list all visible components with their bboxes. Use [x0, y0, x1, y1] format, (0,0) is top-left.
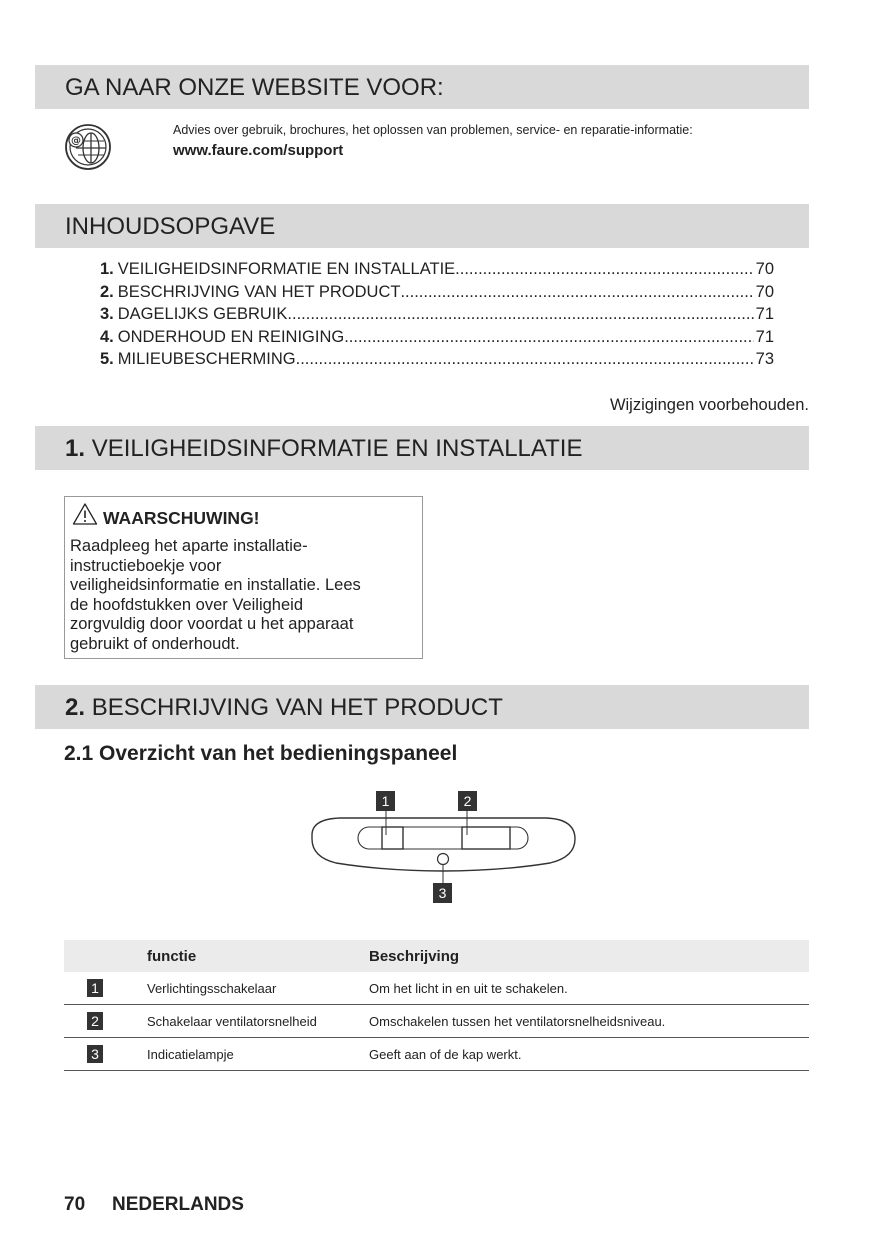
toc-item-label: MILIEUBESCHERMING	[117, 350, 296, 368]
section1-title-text: VEILIGHEIDSINFORMATIE EN INSTALLATIE	[91, 435, 583, 462]
callout-label-1: 1	[381, 793, 390, 809]
table-cell-function: Schakelaar ventilatorsnelheid	[147, 1005, 369, 1038]
toc-item-number: 5.	[100, 350, 114, 368]
toc-item-page: 71	[755, 305, 774, 323]
toc-item[interactable]	[100, 305, 774, 328]
table-header-num	[64, 940, 147, 972]
table-row	[64, 1038, 809, 1071]
toc-item-page: 70	[755, 282, 774, 301]
table-row	[64, 1005, 809, 1038]
section1-title	[65, 435, 582, 463]
toc-item[interactable]	[100, 328, 774, 351]
section2-title-text: BESCHRIJVING VAN HET PRODUCT	[91, 694, 503, 721]
warning-line: gebruikt of onderhoudt.	[70, 634, 240, 653]
toc-item-number: 2.	[100, 282, 114, 301]
toc-item-number: 1.	[100, 260, 114, 278]
toc-leader	[400, 283, 753, 302]
light-switch	[382, 827, 403, 849]
toc-item-number: 4.	[100, 327, 114, 346]
toc-item-number: 3.	[100, 305, 114, 323]
toc-item-label: BESCHRIJVING VAN HET PRODUCT	[117, 282, 401, 301]
warning-line: Raadpleeg het aparte installatie-	[70, 537, 308, 555]
warning-line: zorgvuldig door voordat u het apparaat	[70, 615, 354, 634]
website-header	[35, 65, 809, 109]
table-cell-function: Indicatielampje	[147, 1038, 369, 1071]
support-link[interactable]: www.faure.com/support	[173, 142, 344, 159]
toc-title: INHOUDSOPGAVE	[65, 213, 276, 240]
warning-triangle-icon	[72, 502, 98, 526]
indicator-lamp	[438, 854, 449, 865]
website-title: GA NAAR ONZE WEBSITE VOOR:	[65, 74, 444, 101]
row-number-badge: 1	[87, 979, 103, 997]
toc-item-page: 71	[755, 327, 774, 346]
website-description: Advies over gebruik, brochures, het oplossen van problemen, service- en reparatie-informatie:	[173, 123, 693, 137]
table-cell-function: Verlichtingsschakelaar	[147, 972, 369, 1005]
toc-leader	[455, 260, 753, 279]
callout-label-2: 2	[463, 793, 472, 809]
table-header-function: functie	[147, 940, 369, 972]
globe-at-icon	[63, 122, 113, 172]
table-cell-description: Om het licht in en uit te schakelen.	[369, 972, 809, 1005]
toc-item[interactable]	[100, 350, 774, 373]
page-number: 70	[64, 1194, 86, 1215]
table-header-row	[64, 940, 809, 972]
table-cell-description: Geeft aan of de kap werkt.	[369, 1038, 809, 1071]
section1-number: 1.	[65, 435, 86, 462]
warning-box	[64, 496, 423, 659]
row-number-badge: 3	[87, 1045, 103, 1063]
toc-item-label: VEILIGHEIDSINFORMATIE EN INSTALLATIE	[117, 260, 456, 278]
table-of-contents	[100, 260, 774, 373]
control-panel-diagram	[300, 785, 590, 910]
row-number-badge: 2	[87, 1012, 103, 1030]
warning-line: instructieboekje voor	[70, 556, 222, 575]
footer-language: NEDERLANDS	[112, 1194, 244, 1215]
toc-header	[35, 204, 809, 248]
table-cell-description: Omschakelen tussen het ventilatorsnelheidsniveau.	[369, 1005, 809, 1038]
section1-header	[35, 426, 809, 470]
toc-leader	[344, 328, 753, 347]
toc-item-page: 73	[755, 350, 774, 368]
table-cell-num	[64, 1038, 147, 1071]
section2-title	[65, 694, 503, 722]
toc-leader	[287, 305, 753, 324]
section2-number: 2.	[65, 694, 86, 721]
toc-item-label: ONDERHOUD EN REINIGING	[117, 327, 345, 346]
changes-note: Wijzigingen voorbehouden.	[609, 396, 809, 414]
function-table	[64, 940, 809, 1071]
warning-line: de hoofdstukken over Veiligheid	[70, 595, 303, 614]
panel-overview-heading: 2.1 Overzicht van het bedieningspaneel	[64, 742, 458, 765]
fan-speed-switch	[462, 827, 510, 849]
toc-item-page: 70	[755, 260, 774, 278]
toc-item-label: DAGELIJKS GEBRUIK	[117, 305, 288, 323]
toc-item[interactable]	[100, 260, 774, 283]
callout-label-3: 3	[438, 885, 447, 901]
warning-title: WAARSCHUWING!	[103, 508, 260, 528]
table-header-description: Beschrijving	[369, 940, 809, 972]
toc-item[interactable]	[100, 283, 774, 306]
table-row	[64, 972, 809, 1005]
toc-leader	[296, 350, 754, 369]
table-cell-num	[64, 972, 147, 1005]
svg-text:@: @	[71, 135, 81, 147]
warning-text	[70, 537, 415, 655]
section2-header	[35, 685, 809, 729]
warning-line: veiligheidsinformatie en installatie. Lees	[70, 576, 361, 595]
table-cell-num	[64, 1005, 147, 1038]
